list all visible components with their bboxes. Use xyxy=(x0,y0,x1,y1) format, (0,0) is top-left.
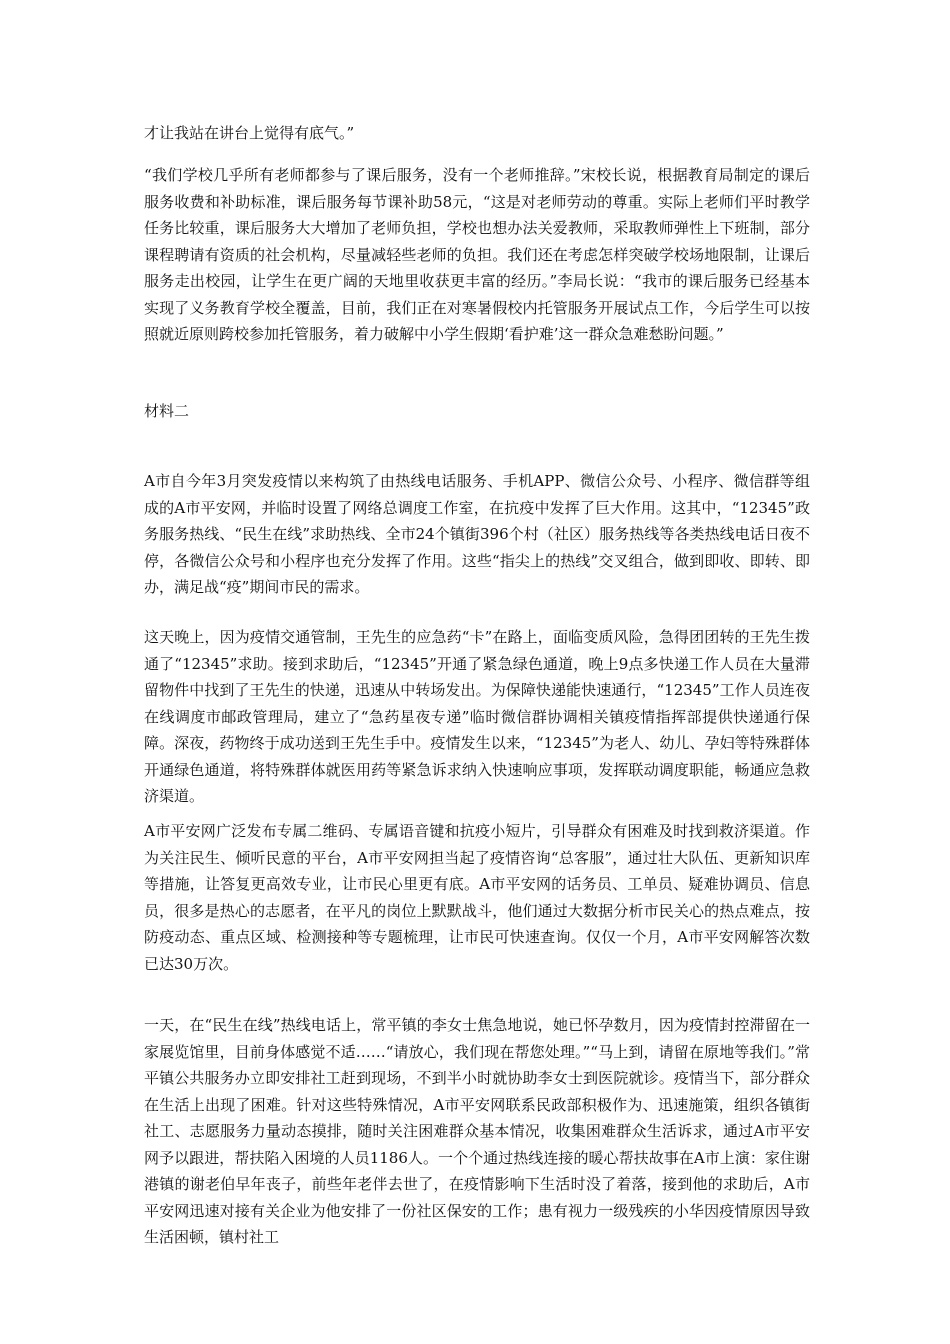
paragraph-emergency-medicine: 这天晚上，因为疫情交通管制，王先生的应急药“卡”在路上，面临变质风险，急得团团转的王先生拨通了“12345”求助。接到求助后，“12345”开通了紧急绿色通道，晚上9点多快递工作人员在大量滞留物件中找到了王先生的快递，迅速从中转场发出。为保障快递能快速通行，“12345”工作人员连夜在线调度市邮政管理局，建立了“急药星夜专递”临时微信群协调相关镇疫情指挥部提供快递通行保障。深夜，药物终于成功送到王先生手中。疫情发生以来，“12345”为老人、幼儿、孕妇等特殊群体开通绿色通道，将特殊群体就医用药等紧急诉求纳入快速响应事项，发挥联动调度职能，畅通应急救济渠道。 xyxy=(144,628,810,805)
section-heading-material-two: 材料二 xyxy=(144,402,190,420)
paragraph-livelihood-hotline-stories: 一天，在“民生在线”热线电话上，常平镇的李女士焦急地说，她已怀孕数月，因为疫情封控滞留在一家展览馆里，目前身体感觉不适……“请放心，我们现在帮您处理。”“马上到，请留在原地等我们。”常平镇公共服务办立即安排社工赶到现场，不到半小时就协助李女士到医院就诊。疫情当下，部分群众在生活上出现了困难。针对这些特殊情况，A市平安网联系民政部积极作为、迅速施策，组织各镇街社工、志愿服务力量动态摸排，随时关注困难群众基本情况，收集困难群众生活诉求，通过A市平安网予以跟进，帮扶陷入困境的人员1186人。一个个通过热线连接的暖心帮扶故事在A市上演：家住谢港镇的谢老伯早年丧子，前些年老伴去世了，在疫情影响下生活时没了着落，接到他的求助后，A市平安网迅速对接有关企业为他安排了一份社区保安的工作；患有视力一级残疾的小华因疫情原因导致生活困顿，镇村社工 xyxy=(144,1016,810,1246)
paragraph-after-school-service: “我们学校几乎所有老师都参与了课后服务，没有一个老师推辞。”宋校长说，根据教育局制定的课后服务收费和补助标准，课后服务每节课补助58元，“这是对老师劳动的尊重。实际上老师们平时教学任务比较重，课后服务大大增加了老师负担，学校也想办法关爱教师，采取教师弹性上下班制，部分课程聘请有资质的社会机构，尽量减轻些老师的负担。我们还在考虑怎样突破学校场地限制，让课后服务走出校园，让学生在更广阔的天地里收获更丰富的经历。”李局长说：“我市的课后服务已经基本实现了义务教育学校全覆盖，目前，我们正在对寒暑假校内托管服务开展试点工作，今后学生可以按照就近原则跨校参加托管服务，着力破解中小学生假期‘看护难’这一群众急难愁盼问题。” xyxy=(144,166,810,343)
paragraph-hotline-customer-service: A市平安网广泛发布专属二维码、专属语音键和抗疫小短片，引导群众有困难及时找到救济渠道。作为关注民生、倾听民意的平台，A市平安网担当起了疫情咨询“总客服”，通过壮大队伍、更新知识库等措施，让答复更高效专业，让市民心里更有底。A市平安网的话务员、工单员、疑难协调员、信息员，很多是热心的志愿者，在平凡的岗位上默默战斗，他们通过大数据分析市民关心的热点难点，按防疫动态、重点区域、检测接种等专题梳理，让市民可快速查询。仅仅一个月，A市平安网解答次数已达30万次。 xyxy=(144,822,810,973)
paragraph-quote-ending: 才让我站在讲台上觉得有底气。” xyxy=(144,124,355,142)
paragraph-city-safety-network: A市自今年3月突发疫情以来构筑了由热线电话服务、手机APP、微信公众号、小程序、微信群等组成的A市平安网，并临时设置了网络总调度工作室，在抗疫中发挥了巨大作用。这其中，“12345”政务服务热线、“民生在线”求助热线、全市24个镇街396个村（社区）服务热线等各类热线电话日夜不停，各微信公众号和小程序也充分发挥了作用。这些“指尖上的热线”交叉组合，做到即收、即转、即办，满足战“疫”期间市民的需求。 xyxy=(144,472,810,596)
